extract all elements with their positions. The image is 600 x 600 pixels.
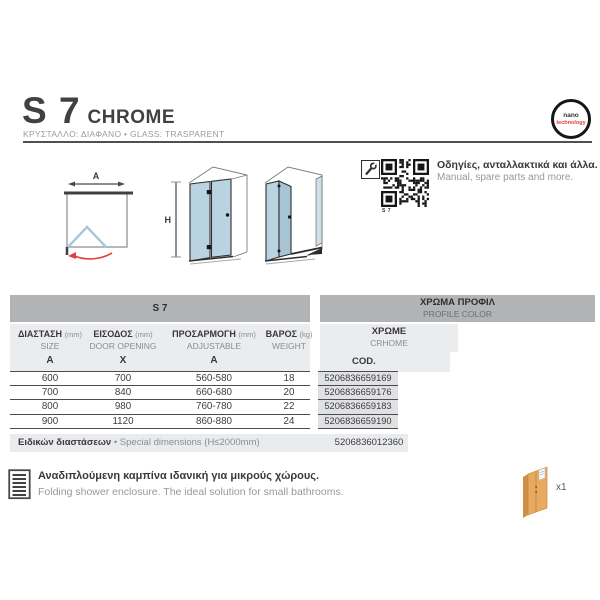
profile-color-header (320, 295, 595, 322)
door-swing-arrow (72, 253, 112, 259)
cod-label: COD. (352, 356, 376, 367)
profile-color-en: PROFILE COLOR (423, 309, 492, 319)
qr-caption: S 7 (382, 208, 392, 214)
product-name: S 7 (22, 90, 81, 131)
hinge (278, 250, 281, 253)
door-handle (288, 215, 291, 218)
table-row: 800 980 760-780 22 (10, 399, 310, 413)
glass-panel-folded (279, 181, 291, 257)
package-qty: x1 (556, 482, 567, 493)
page-title (22, 90, 175, 132)
spec-sheet-icon (8, 469, 32, 500)
column-header-adjustable: ΠΡΟΣΑΡΜΟΓΗ (mm) ADJUSTABLE (172, 329, 256, 351)
table-row: 700 840 660-680 20 (10, 385, 310, 399)
perspective-closed-diagram (189, 167, 247, 264)
column-header-weight: ΒΑΡΟΣ (kg) WEIGHT (265, 329, 313, 351)
glass-panel (212, 179, 232, 257)
manual-text-en: Manual, spare parts and more. (437, 172, 574, 183)
special-dimensions-en: Special dimensions (H≤2000mm) (119, 437, 260, 448)
hinge (207, 245, 211, 249)
perspective-folded-diagram (265, 167, 322, 264)
wrench-icon (362, 161, 379, 178)
description-en: Folding shower enclosure. The ideal solution for small bathrooms. (38, 486, 344, 498)
model-header: S 7 (10, 295, 310, 322)
product-code: 5206836659183 (318, 399, 398, 413)
column-letter-a2: A (210, 355, 218, 366)
manual-text-gr: Οδηγίες, ανταλλακτικά και άλλα. (437, 159, 598, 171)
cod-header (320, 352, 450, 372)
description-gr: Αναδιπλούμενη καμπίνα ιδανική για μικρούς χώρους. (38, 470, 320, 482)
package-icon (515, 458, 560, 520)
technical-drawings (0, 155, 340, 295)
finish-gr: ΧΡΩΜΕ (371, 326, 407, 337)
spare-parts-box (361, 160, 380, 179)
table-row: 900 1120 860-880 24 (10, 414, 310, 428)
folding-door-lines (68, 227, 106, 247)
product-subtitle: ΚΡΥΣΤΑΛΛΟ: ΔΙΑΦΑΝΟ • GLASS: TRASPARENT (23, 129, 225, 139)
logo-text-technology: technology (556, 119, 586, 126)
nano-technology-logo (551, 99, 591, 139)
logo-text-nano: nano (563, 112, 579, 120)
height-dimension (165, 182, 182, 257)
product-code: 5206836659190 (318, 414, 398, 428)
height-dimension-label: H (164, 215, 171, 225)
profile-color-gr: ΧΡΩΜΑ ΠΡΟΦΙΛ (419, 297, 496, 308)
code-column (318, 371, 398, 429)
spec-table-body (10, 371, 310, 429)
column-letter-x: X (119, 355, 127, 366)
hinge (207, 190, 211, 194)
glass-panel (266, 181, 279, 261)
special-dimensions-code: 5206836012360 (334, 437, 404, 448)
table-column-headers (10, 324, 313, 372)
column-letter-a: A (46, 355, 54, 366)
plan-view-diagram (64, 171, 133, 259)
product-code: 5206836659176 (318, 385, 398, 399)
column-header-door-opening: ΕΙΣΟΔΟΣ (mm) DOOR OPENING (89, 329, 157, 351)
special-dimensions-gr: Ειδικών διαστάσεων (18, 437, 112, 448)
finish-en: CRHOME (370, 338, 408, 348)
header-divider (23, 141, 592, 143)
column-header-size: ΔΙΑΣΤΑΣΗ (mm) SIZE (17, 329, 83, 351)
width-dimension-label: A (92, 171, 100, 181)
product-code: 5206836659169 (318, 371, 398, 385)
qr-code (381, 159, 429, 207)
product-variant: CHROME (87, 107, 175, 128)
table-row: 600 700 560-580 18 (10, 371, 310, 385)
finish-header (320, 324, 458, 352)
door-handle (226, 213, 229, 216)
hinge (278, 185, 281, 188)
special-dimensions-row: Ειδικών διαστάσεων • Special dimensions (H≤2000mm) 5206836012360 (10, 434, 408, 452)
